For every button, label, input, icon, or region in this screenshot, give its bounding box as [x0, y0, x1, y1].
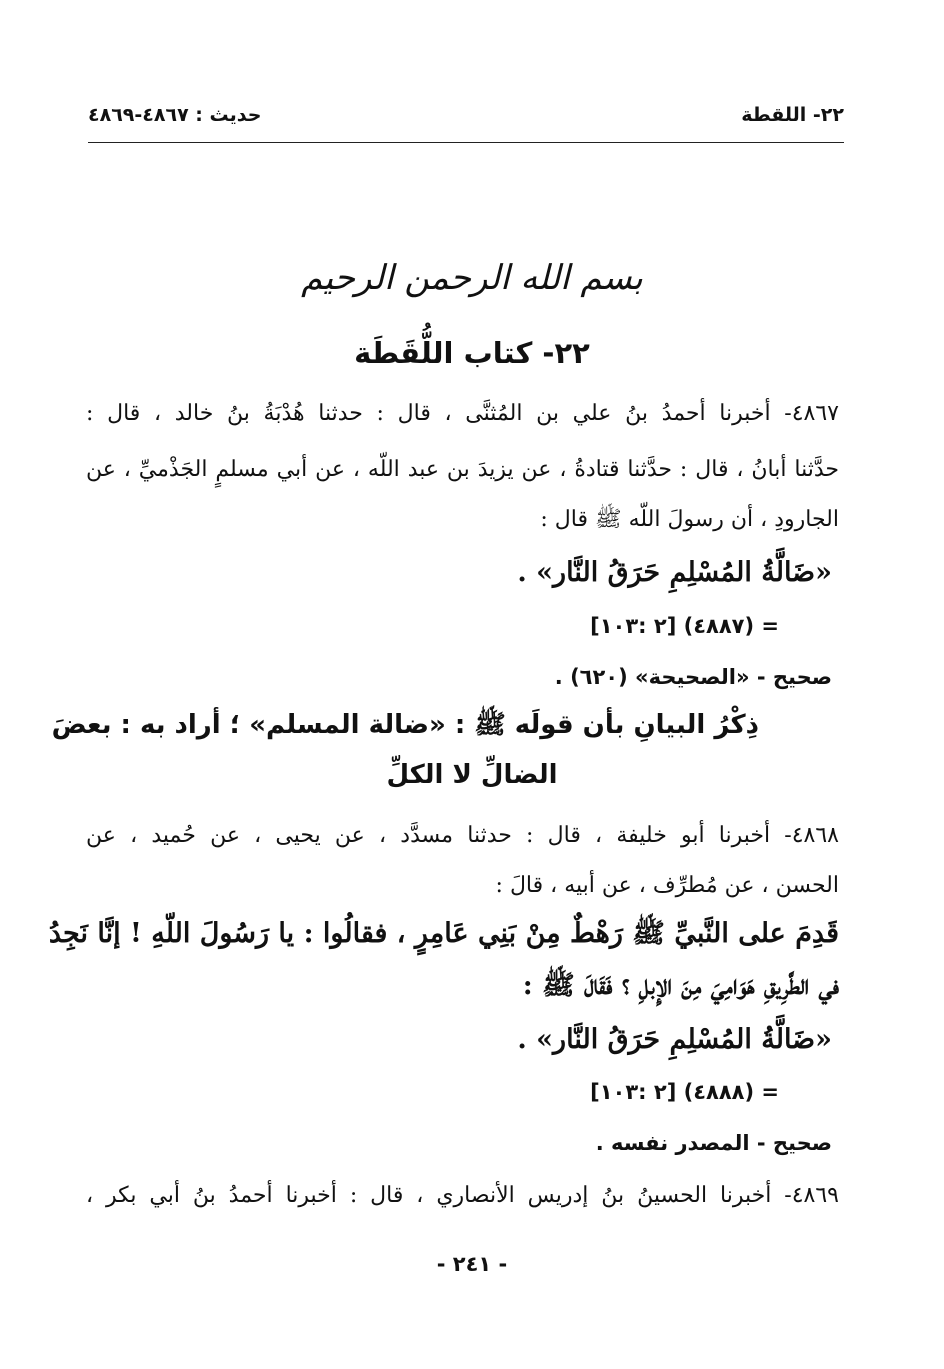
hadith-4869-line-1: ٤٨٦٩- أخبرنا الحسينُ بنُ إدريس الأنصاري ، قال : أخبرنا أحمدُ بنُ أبي بكر ، [86, 1183, 839, 1208]
hadith-4868-grade: صحيح - المصدر نفسه . [595, 1131, 832, 1155]
hadith-4867-quote: «ضَالَّةُ المُسْلِمِ حَرَقُ النَّار» . [517, 557, 832, 588]
header-chapter-label: ٢٢- اللقطة [741, 104, 844, 126]
hadith-4868-reference: = (٤٨٨٨) [٢ :١٠٣] [590, 1080, 779, 1104]
hadith-4868-line-2: الحسن ، عن مُطرِّف ، عن أبيه ، قالَ : [495, 873, 839, 898]
hadith-4867-line-2: حدَّثنا أبانُ ، قال : حدَّثنا قتادةُ ، عن يزيدَ بن عبد اللّه ، عن أبي مسلمٍ الجَذْميِّ ، عن [86, 457, 839, 482]
hadith-4867-line-1: ٤٨٦٧- أخبرنا أحمدُ بنُ علي بن المُثنَّى ، قال : حدثنا هُدْبَةُ بنُ خالد ، قال : [86, 401, 839, 426]
basmala: بسم الله الرحمن الرحيم [301, 258, 643, 298]
chapter-title: ٢٢- كتاب اللُّقَطَة [354, 336, 590, 370]
hadith-4868-text-2: في الطَّرِيقِ هَوَامِيَ مِنَ الإِبلِ ؟ فَقَالَ ﷺ : [522, 970, 839, 1001]
running-header [88, 104, 844, 134]
header-hadith-range: حديث : ٤٨٦٧-٤٨٦٩ [88, 104, 262, 126]
hadith-4868-text-1: قَدِمَ على النَّبيِّ ﷺ رَهْطٌ مِنْ بَنِي عَامِرٍ ، فقالُوا : يا رَسُولَ اللّهِ ! إنَّا نَجِدُ [48, 918, 839, 949]
hadith-4867-grade: صحيح - «الصحيحة» (٦٢٠) . [554, 665, 832, 689]
hadith-4868-line-1: ٤٨٦٨- أخبرنا أبو خليفة ، قال : حدثنا مسدَّد ، عن يحيى ، عن حُميد ، عن [86, 823, 839, 848]
header-divider [88, 142, 844, 143]
hadith-4867-line-3: الجارودِ ، أن رسولَ اللّه ﷺ قال : [540, 507, 839, 532]
hadith-4867-reference: = (٤٨٨٧) [٢ :١٠٣] [590, 614, 779, 638]
section-heading-line-2: الضالِّ لا الكلِّ [386, 760, 558, 790]
section-heading-line-1: ذِكْرُ البيانِ بأن قولَه ﷺ : «ضالة المسلم» ؛ أراد به : بعضَ [51, 710, 759, 740]
hadith-4868-quote: «ضَالَّةُ المُسْلِمِ حَرَقُ النَّار» . [517, 1024, 832, 1055]
page-number: - ٢٤١ - [436, 1252, 508, 1276]
